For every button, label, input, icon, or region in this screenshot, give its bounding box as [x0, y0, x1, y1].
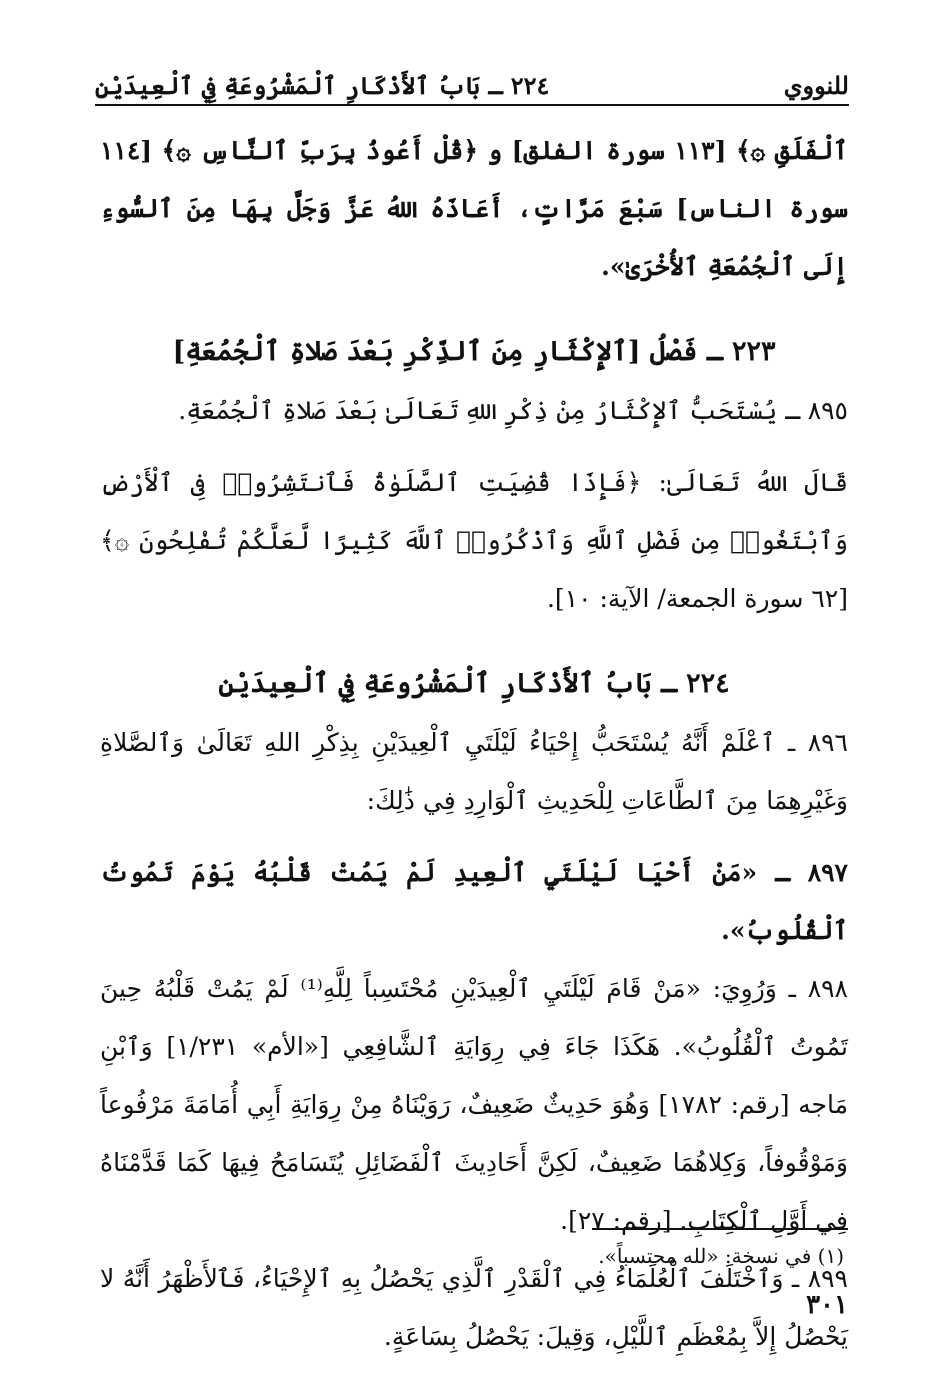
section-223-heading: ٢٢٣ ـ فَصْلُ [ٱلإِكْثَارِ مِنَ ٱلذِّكْرِ بَعْدَ صَلاةِ ٱلْجُمُعَةِ]: [172, 336, 776, 367]
footnote: (١) في نسخة: «لله محتسباً».: [598, 1244, 844, 1268]
page-body: [100, 122, 848, 1366]
header-divider: [95, 104, 849, 106]
section-224-heading: ٢٢٤ ـ بَابُ ٱلأَذْكَارِ ٱلْمَشْرُوعَةِ فِي ٱلْعِيدَيْنِ: [218, 668, 730, 699]
paragraph-898: ٨٩٨ ـ وَرُوِيَ: «مَنْ قَامَ لَيْلَتَيِ ٱلْعِيدَيْنِ مُحْتَسِباً لِلَّهِ⁽¹⁾ لَمْ يَمُتْ قَلْبُهُ حِينَ تَمُوتُ ٱلْقُلُوبُ». هَكَذَا جَاءَ فِي رِوَايَةِ ٱلشَّافِعِي [«الأم» ١/٢٣١] وَٱبْنِ مَاجه [رقم: ١٧٨٢] وَهُوَ حَدِيثٌ ضَعِيفٌ، رَوَيْنَاهُ مِنْ رِوَايَةِ أَبِي أُمَامَةَ مَرْفُوعاً وَمَوْقُوفاً، وَكِلاهُمَا ضَعِيفٌ، لَكِنَّ أَحَادِيثَ ٱلْفَضَائِلِ يُتَسَامَحُ فِيهَا كَمَا قَدَّمْنَاهُ فِي أَوَّلِ ٱلْكِتَابِ. [رقم: ٢٧].: [100, 974, 848, 1235]
paragraph-899: ٨٩٩ ـ وَٱخْتَلَفَ ٱلْعُلَمَاءُ فِي ٱلْقَدْرِ ٱلَّذِي يَحْصُلُ بِهِ ٱلإِحْيَاءُ، فَٱلأَظْهَرُ أَنَّهُ لا يَحْصُلُ إِلاَّ بِمُعْظَمِ ٱللَّيْلِ، وَقِيلَ: يَحْصُلُ بِسَاعَةٍ.: [100, 1264, 848, 1351]
paragraph-quran-verse: قَالَ اللهُ تَعَالَىٰ: ﴿فَإِذَا قُضِيَتِ ٱلصَّلَوٰةُ فَٱنتَشِرُوا۟ فِى ٱلْأَرْضِ وَٱبْتَغُوا۟ مِن فَضْلِ ٱللَّهِ وَٱذْكُرُوا۟ ٱللَّهَ كَثِيرًا لَّعَلَّكُمْ تُفْلِحُونَ ۞﴾ [٦٢ سورة الجمعة/ الآية: ١٠].: [100, 468, 848, 613]
header-author: للنووي: [783, 71, 849, 100]
page-number: ٣٠١: [806, 1290, 848, 1320]
footnote-divider: [592, 1228, 848, 1230]
header-chapter-title: ٢٢٤ ـ بَابُ ٱلأَذْكَارِ ٱلْمَشْرُوعَةِ فِي ٱلْعِيدَيْنِ: [95, 71, 550, 100]
running-header: [95, 52, 849, 100]
paragraph-896: ٨٩٦ ـ ٱعْلَمْ أَنَّهُ يُسْتَحَبُّ إِحْيَاءُ لَيْلَتَيِ ٱلْعِيدَيْنِ بِذِكْرِ اللهِ تَعَالَىٰ وَٱلصَّلاةِ وَغَيْرِهِمَا مِنَ ٱلطَّاعَاتِ لِلْحَدِيثِ ٱلْوَارِدِ فِي ذَٰلِكَ:: [100, 728, 848, 815]
intro-paragraph: ٱلْفَلَقِ ۞﴾ [١١٣ سورة الفلق] و ﴿قُلْ أَعُوذُ بِرَبِّ ٱلنَّاسِ ۞﴾ [١١٤ سورة الناس] سَبْعَ مَرَّاتٍ، أَعَاذَهُ اللهُ عَزَّ وَجَلَّ بِهَا مِنَ ٱلسُّوءِ إِلَى ٱلْجُمُعَةِ ٱلأُخْرَىٰ».: [100, 136, 849, 281]
paragraph-897: ٨٩٧ ـ «مَنْ أَحْيَا لَيْلَتَيِ ٱلْعِيدِ لَمْ يَمُتْ قَلْبُهُ يَوْمَ تَمُوتُ ٱلْقُلُوبُ».: [100, 858, 848, 945]
paragraph-895: ٨٩٥ ـ يُسْتَحَبُّ ٱلإِكْثَارُ مِنْ ذِكْرِ اللهِ تَعَالَىٰ بَعْدَ صَلاةِ ٱلْجُمُعَةِ.: [178, 396, 848, 425]
